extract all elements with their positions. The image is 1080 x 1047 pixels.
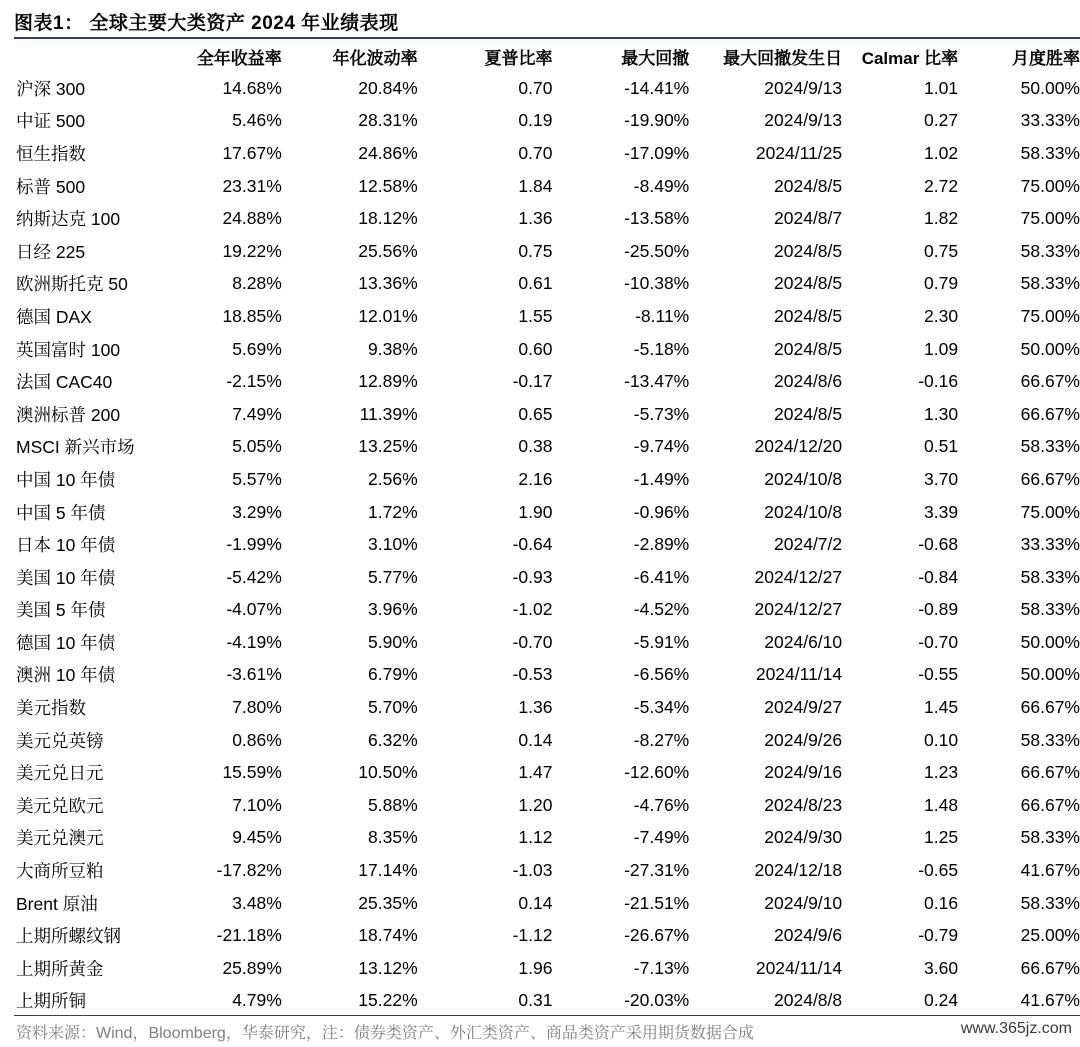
- asset-name-cell: 美元兑澳元: [16, 828, 104, 849]
- value-cell: 50.00%: [1020, 631, 1080, 652]
- value-cell: 2024/8/5: [774, 403, 843, 424]
- value-cell: -5.42%: [226, 566, 282, 587]
- value-cell: 1.12: [518, 827, 553, 848]
- asset-name-cell: 纳斯达克 100: [16, 209, 121, 230]
- value-cell: 2024/12/18: [754, 860, 843, 881]
- value-cell: 1.20: [518, 794, 553, 815]
- header-cell: 年化波动率: [332, 48, 418, 68]
- value-cell: 23.31%: [222, 175, 282, 196]
- header-cell: 月度胜率: [1012, 48, 1080, 68]
- value-cell: 2024/12/27: [754, 599, 843, 620]
- asset-name-cell: 上期所铜: [16, 991, 86, 1012]
- value-cell: 5.05%: [232, 436, 282, 457]
- value-cell: 2024/10/8: [764, 501, 843, 522]
- value-cell: -6.41%: [633, 566, 690, 587]
- header-cell: 最大回撤发生日: [723, 48, 843, 68]
- asset-name-cell: 美元指数: [16, 698, 86, 719]
- value-cell: -5.34%: [633, 697, 690, 718]
- value-cell: 0.19: [518, 110, 553, 131]
- table-row: [14, 822, 1080, 855]
- value-cell: 2024/9/13: [764, 110, 843, 131]
- value-cell: -10.38%: [624, 273, 690, 294]
- value-cell: -0.79: [918, 925, 959, 946]
- value-cell: 66.67%: [1020, 403, 1080, 424]
- value-cell: 41.67%: [1020, 990, 1080, 1011]
- table-row: [14, 235, 1080, 268]
- value-cell: 1.96: [518, 957, 553, 978]
- value-cell: -4.07%: [226, 599, 282, 620]
- value-cell: 75.00%: [1020, 175, 1080, 196]
- asset-name-cell: 美元兑英镑: [16, 730, 104, 751]
- value-cell: 75.00%: [1020, 501, 1080, 522]
- asset-name-cell: Brent 原油: [16, 893, 98, 914]
- table-row: [14, 105, 1080, 138]
- value-cell: 58.33%: [1020, 599, 1080, 620]
- table-row: [14, 724, 1080, 757]
- value-cell: 15.59%: [222, 762, 282, 783]
- value-cell: 2024/11/25: [755, 142, 843, 163]
- value-cell: 0.38: [518, 436, 553, 457]
- value-cell: -0.16: [918, 371, 959, 392]
- value-cell: 1.25: [924, 827, 959, 848]
- value-cell: -20.03%: [624, 990, 690, 1011]
- value-cell: 50.00%: [1020, 338, 1080, 359]
- value-cell: 50.00%: [1020, 664, 1080, 685]
- value-cell: 18.12%: [358, 208, 418, 229]
- value-cell: 75.00%: [1020, 208, 1080, 229]
- value-cell: 12.89%: [358, 371, 418, 392]
- value-cell: 20.84%: [358, 77, 418, 98]
- value-cell: 33.33%: [1020, 110, 1080, 131]
- value-cell: 2024/9/13: [764, 77, 843, 98]
- value-cell: -8.49%: [633, 175, 690, 196]
- value-cell: 58.33%: [1020, 892, 1080, 913]
- figure-title: 图表1： 全球主要大类资产 2024 年业绩表现: [14, 13, 399, 34]
- value-cell: 58.33%: [1020, 566, 1080, 587]
- value-cell: 13.36%: [358, 273, 418, 294]
- value-cell: 8.28%: [232, 273, 282, 294]
- value-cell: 4.79%: [232, 990, 282, 1011]
- asset-name-cell: 恒生指数: [16, 143, 86, 164]
- value-cell: -9.74%: [633, 436, 690, 457]
- table-header-row: [14, 40, 1080, 72]
- table-row: [14, 626, 1080, 659]
- value-cell: 1.72%: [368, 501, 418, 522]
- value-cell: -12.60%: [624, 762, 690, 783]
- table-row: [14, 365, 1080, 398]
- asset-name-cell: 英国富时 100: [16, 339, 121, 360]
- value-cell: 6.79%: [368, 664, 418, 685]
- value-cell: -17.82%: [216, 860, 282, 881]
- value-cell: -8.11%: [635, 305, 690, 326]
- value-cell: -4.19%: [226, 631, 282, 652]
- value-cell: 1.09: [924, 338, 959, 359]
- table-row: [14, 72, 1080, 105]
- value-cell: 0.70: [518, 77, 553, 98]
- value-cell: -0.70: [918, 631, 959, 652]
- value-cell: -13.58%: [624, 208, 690, 229]
- asset-name-cell: 上期所螺纹钢: [16, 926, 121, 947]
- value-cell: 2.72: [924, 175, 959, 196]
- value-cell: 2024/11/14: [755, 664, 843, 685]
- value-cell: 2024/9/27: [764, 697, 843, 718]
- value-cell: -1.02: [512, 599, 553, 620]
- value-cell: -1.03: [512, 860, 553, 881]
- table-row: [14, 756, 1080, 789]
- table-row: [14, 528, 1080, 561]
- value-cell: -5.18%: [633, 338, 690, 359]
- asset-name-cell: 美元兑日元: [16, 763, 104, 784]
- value-cell: -27.31%: [624, 860, 690, 881]
- value-cell: -26.67%: [624, 925, 690, 946]
- value-cell: 58.33%: [1020, 827, 1080, 848]
- table-row: [14, 333, 1080, 366]
- value-cell: 3.60: [924, 957, 959, 978]
- value-cell: -7.49%: [633, 827, 690, 848]
- value-cell: 1.55: [518, 305, 553, 326]
- table-row: [14, 887, 1080, 920]
- asset-name-cell: 澳洲 10 年债: [16, 665, 116, 686]
- value-cell: 10.50%: [358, 762, 418, 783]
- value-cell: 58.33%: [1020, 240, 1080, 261]
- value-cell: 2024/8/8: [774, 990, 843, 1011]
- value-cell: 17.67%: [222, 142, 282, 163]
- value-cell: 2024/9/16: [764, 762, 843, 783]
- value-cell: 13.12%: [358, 957, 418, 978]
- asset-performance-table: [14, 40, 1080, 1017]
- value-cell: 1.36: [518, 697, 553, 718]
- value-cell: -7.13%: [633, 957, 690, 978]
- asset-name-cell: 美国 5 年债: [16, 600, 106, 621]
- asset-name-cell: 日经 225: [16, 241, 86, 262]
- asset-name-cell: 中国 5 年债: [16, 502, 106, 523]
- value-cell: 7.10%: [232, 794, 282, 815]
- value-cell: 1.84: [518, 175, 553, 196]
- value-cell: 0.10: [924, 729, 959, 750]
- asset-name-cell: 上期所黄金: [16, 958, 104, 979]
- table-row: [14, 789, 1080, 822]
- value-cell: -0.68: [918, 534, 959, 555]
- asset-name-cell: 德国 10 年债: [16, 632, 116, 653]
- title-rule: [14, 37, 1080, 39]
- value-cell: 0.79: [924, 273, 959, 294]
- value-cell: 0.75: [518, 240, 553, 261]
- value-cell: 7.49%: [232, 403, 282, 424]
- value-cell: 66.67%: [1020, 794, 1080, 815]
- value-cell: 3.10%: [368, 534, 418, 555]
- table-row: [14, 398, 1080, 431]
- value-cell: 6.32%: [368, 729, 418, 750]
- value-cell: 2.56%: [368, 468, 418, 489]
- value-cell: 18.74%: [358, 925, 418, 946]
- value-cell: 1.36: [518, 208, 553, 229]
- asset-name-cell: 法国 CAC40: [16, 372, 113, 393]
- value-cell: 66.67%: [1020, 762, 1080, 783]
- value-cell: -21.18%: [216, 925, 282, 946]
- asset-name-cell: 美元兑欧元: [16, 795, 104, 816]
- table-row: [14, 431, 1080, 464]
- value-cell: 3.96%: [368, 599, 418, 620]
- value-cell: -0.70: [512, 631, 553, 652]
- table-row: [14, 496, 1080, 529]
- value-cell: 14.68%: [222, 77, 282, 98]
- value-cell: 24.88%: [222, 208, 282, 229]
- asset-name-cell: 日本 10 年债: [16, 535, 116, 556]
- value-cell: 2024/8/23: [764, 794, 843, 815]
- value-cell: 1.02: [924, 142, 959, 163]
- value-cell: 12.58%: [358, 175, 418, 196]
- asset-name-cell: 大商所豆粕: [16, 861, 104, 882]
- asset-name-cell: 美国 10 年债: [16, 567, 116, 588]
- value-cell: 9.45%: [232, 827, 282, 848]
- value-cell: -6.56%: [633, 664, 690, 685]
- value-cell: -13.47%: [624, 371, 690, 392]
- asset-name-cell: 中证 500: [16, 111, 86, 132]
- asset-name-cell: 澳洲标普 200: [16, 404, 121, 425]
- table-row: [14, 170, 1080, 203]
- value-cell: -21.51%: [624, 892, 690, 913]
- value-cell: 66.67%: [1020, 371, 1080, 392]
- value-cell: -17.09%: [624, 142, 690, 163]
- table-row: [14, 659, 1080, 692]
- table-row: [14, 854, 1080, 887]
- table-row: [14, 463, 1080, 496]
- value-cell: 0.75: [924, 240, 959, 261]
- value-cell: 3.70: [924, 468, 959, 489]
- value-cell: 8.35%: [368, 827, 418, 848]
- value-cell: 2024/8/5: [774, 175, 843, 196]
- value-cell: 58.33%: [1020, 273, 1080, 294]
- asset-name-cell: 中国 10 年债: [16, 469, 116, 490]
- value-cell: 0.27: [924, 110, 959, 131]
- value-cell: 66.67%: [1020, 957, 1080, 978]
- header-cell: 全年收益率: [196, 48, 282, 68]
- value-cell: 58.33%: [1020, 436, 1080, 457]
- table-row: [14, 594, 1080, 627]
- value-cell: 2024/12/20: [754, 436, 843, 457]
- value-cell: 2024/9/10: [764, 892, 843, 913]
- value-cell: 25.56%: [358, 240, 418, 261]
- value-cell: 58.33%: [1020, 729, 1080, 750]
- table-row: [14, 202, 1080, 235]
- value-cell: 41.67%: [1020, 860, 1080, 881]
- value-cell: 5.57%: [232, 468, 282, 489]
- footer-rule: [14, 1015, 1080, 1016]
- value-cell: 5.88%: [368, 794, 418, 815]
- asset-name-cell: 德国 DAX: [16, 306, 92, 327]
- value-cell: 2024/9/26: [764, 729, 843, 750]
- value-cell: 1.01: [924, 77, 959, 98]
- value-cell: 25.00%: [1020, 925, 1080, 946]
- asset-name-cell: 欧洲斯托克 50: [16, 274, 128, 295]
- value-cell: 66.67%: [1020, 468, 1080, 489]
- value-cell: 0.14: [518, 729, 553, 750]
- value-cell: 2024/8/5: [774, 240, 843, 261]
- value-cell: 5.46%: [232, 110, 282, 131]
- value-cell: 3.39: [924, 501, 959, 522]
- value-cell: 9.38%: [368, 338, 418, 359]
- value-cell: 66.67%: [1020, 697, 1080, 718]
- source-note: 资料来源：Wind，Bloomberg，华泰研究，注：债券类资产、外汇类资产、商品类资产采用期货数据合成: [16, 1025, 754, 1042]
- value-cell: 2024/8/5: [774, 305, 843, 326]
- value-cell: 1.48: [924, 794, 959, 815]
- header-cell: 夏普比率: [484, 48, 553, 68]
- value-cell: 25.35%: [358, 892, 418, 913]
- value-cell: 2024/8/5: [774, 273, 843, 294]
- value-cell: 28.31%: [358, 110, 418, 131]
- value-cell: 18.85%: [222, 305, 282, 326]
- value-cell: 2024/9/6: [774, 925, 843, 946]
- value-cell: 5.69%: [232, 338, 282, 359]
- value-cell: 1.47: [518, 762, 553, 783]
- value-cell: 5.90%: [368, 631, 418, 652]
- value-cell: 15.22%: [358, 990, 418, 1011]
- value-cell: 2024/6/10: [764, 631, 843, 652]
- header-cell: [14, 40, 160, 72]
- value-cell: 33.33%: [1020, 534, 1080, 555]
- value-cell: 12.01%: [358, 305, 418, 326]
- value-cell: 13.25%: [358, 436, 418, 457]
- value-cell: 1.23: [924, 762, 959, 783]
- value-cell: 2024/8/7: [774, 208, 843, 229]
- value-cell: 0.16: [924, 892, 959, 913]
- value-cell: -0.89: [918, 599, 959, 620]
- value-cell: 2024/11/14: [755, 957, 843, 978]
- value-cell: 2024/8/6: [774, 371, 843, 392]
- value-cell: 2.16: [518, 468, 553, 489]
- value-cell: 0.86%: [232, 729, 282, 750]
- value-cell: 2024/10/8: [764, 468, 843, 489]
- value-cell: 0.70: [518, 142, 553, 163]
- value-cell: 0.65: [518, 403, 553, 424]
- value-cell: -2.15%: [226, 371, 282, 392]
- value-cell: 0.24: [924, 990, 959, 1011]
- value-cell: 5.77%: [368, 566, 418, 587]
- value-cell: -8.27%: [633, 729, 690, 750]
- value-cell: -4.76%: [633, 794, 690, 815]
- value-cell: -0.96%: [633, 501, 690, 522]
- table-row: [14, 300, 1080, 333]
- value-cell: 0.14: [518, 892, 553, 913]
- value-cell: 11.39%: [359, 403, 418, 424]
- value-cell: 5.70%: [368, 697, 418, 718]
- value-cell: -0.65: [918, 860, 959, 881]
- value-cell: 25.89%: [222, 957, 282, 978]
- value-cell: 3.48%: [232, 892, 282, 913]
- table-row: [14, 691, 1080, 724]
- value-cell: 7.80%: [232, 697, 282, 718]
- value-cell: -5.91%: [633, 631, 690, 652]
- value-cell: -1.49%: [633, 468, 690, 489]
- value-cell: 2024/9/30: [764, 827, 843, 848]
- value-cell: -0.17: [512, 371, 553, 392]
- watermark: www.365jz.com: [960, 1020, 1072, 1037]
- value-cell: 50.00%: [1020, 77, 1080, 98]
- value-cell: -3.61%: [226, 664, 282, 685]
- value-cell: -25.50%: [624, 240, 690, 261]
- value-cell: 75.00%: [1020, 305, 1080, 326]
- header-cell: Calmar 比率: [861, 48, 959, 68]
- value-cell: 3.29%: [232, 501, 282, 522]
- asset-name-cell: 标普 500: [16, 176, 86, 197]
- value-cell: -2.89%: [633, 534, 690, 555]
- table-row: [14, 561, 1080, 594]
- value-cell: -0.55: [918, 664, 959, 685]
- value-cell: -5.73%: [633, 403, 690, 424]
- asset-name-cell: MSCI 新兴市场: [16, 437, 135, 458]
- value-cell: -4.52%: [633, 599, 690, 620]
- value-cell: 1.45: [924, 697, 959, 718]
- table-row: [14, 919, 1080, 952]
- value-cell: -0.93: [512, 566, 553, 587]
- value-cell: 24.86%: [358, 142, 418, 163]
- value-cell: 0.61: [518, 273, 553, 294]
- value-cell: 17.14%: [358, 860, 418, 881]
- table-row: [14, 268, 1080, 301]
- table-row: [14, 985, 1080, 1018]
- value-cell: 2024/12/27: [754, 566, 843, 587]
- value-cell: -0.84: [918, 566, 959, 587]
- value-cell: 2024/7/2: [774, 534, 843, 555]
- value-cell: -1.12: [512, 925, 553, 946]
- value-cell: 19.22%: [222, 240, 282, 261]
- value-cell: -14.41%: [624, 77, 690, 98]
- value-cell: 1.30: [924, 403, 959, 424]
- value-cell: 2024/8/5: [774, 338, 843, 359]
- value-cell: 1.82: [924, 208, 959, 229]
- value-cell: -0.53: [512, 664, 553, 685]
- value-cell: 2.30: [924, 305, 959, 326]
- value-cell: 1.90: [518, 501, 553, 522]
- value-cell: 0.51: [924, 436, 959, 457]
- value-cell: -1.99%: [226, 534, 282, 555]
- header-cell: 最大回撤: [621, 48, 690, 68]
- value-cell: -19.90%: [624, 110, 690, 131]
- table-row: [14, 952, 1080, 985]
- value-cell: -0.64: [512, 534, 553, 555]
- value-cell: 0.31: [518, 990, 553, 1011]
- table-row: [14, 137, 1080, 170]
- table-body: [14, 72, 1080, 1017]
- value-cell: 58.33%: [1020, 142, 1080, 163]
- asset-name-cell: 沪深 300: [16, 78, 86, 99]
- value-cell: 0.60: [518, 338, 553, 359]
